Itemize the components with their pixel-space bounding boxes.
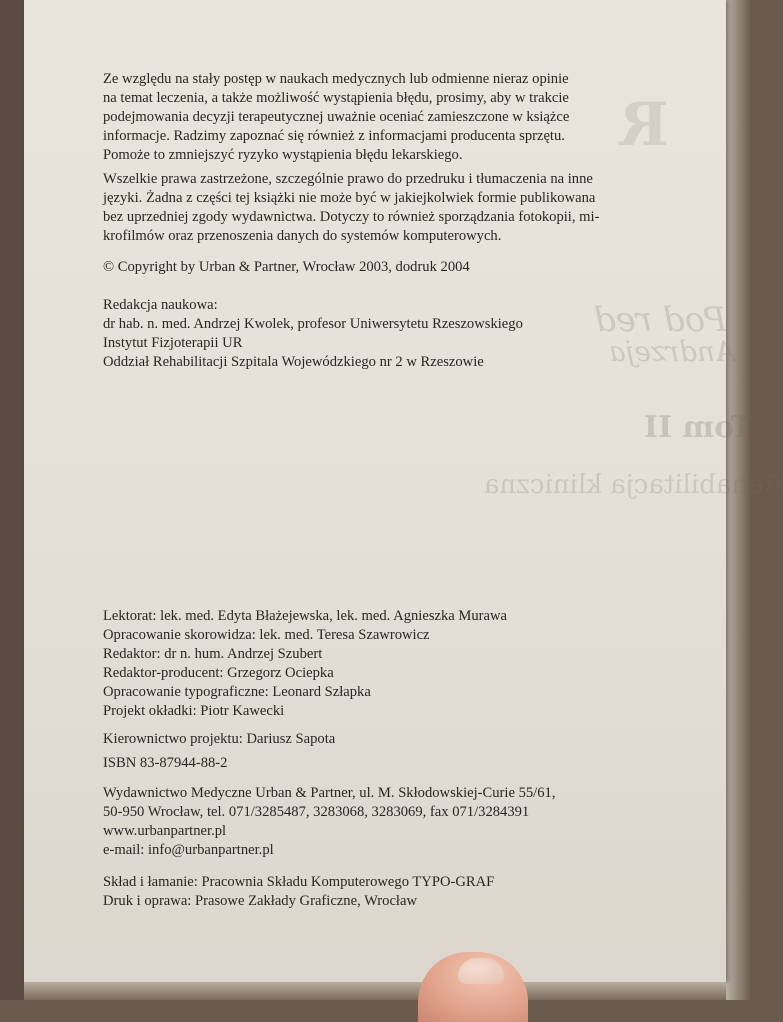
isbn-text: ISBN 83-87944-88-2 [103,755,228,771]
isbn-line [103,754,603,773]
editor-line: Redakcja naukowa: [103,297,218,313]
credit-line: Opracowanie typograficzne: Leonard Szłapka [103,684,371,700]
credit-line: Redaktor-producent: Grzegorz Ociepka [103,665,334,681]
project-manager-line [103,730,603,749]
printing-line: Druk i oprawa: Prasowe Zakłady Graficzne, Wrocław [103,893,418,909]
show-through-text: R [619,90,669,160]
rights-line: krofilmów oraz przenoszenia danych do systemów komputerowych. [103,228,502,244]
scientific-editor-block [103,296,603,372]
copyright-line [103,258,603,277]
publisher-line: 50-950 Wrocław, tel. 071/3285487, 3283068, 3283069, fax 071/3284391 [103,804,530,820]
credits-block [103,607,603,721]
rights-line: bez uprzedniej zgody wydawnictwa. Dotyczy to również sporządzania fotokopii, mi- [103,209,600,225]
medical-disclaimer [103,70,603,165]
show-through-text: Pod red [594,300,727,340]
credit-line: Lektorat: lek. med. Edyta Błażejewska, lek. med. Agnieszka Murawa [103,608,508,624]
show-through-text: Rehabilitacja kliniczna [484,470,783,500]
credit-line: Opracowanie skorowidza: lek. med. Teresa Szawrowicz [103,627,430,643]
publisher-block [103,784,603,860]
editor-line: Instytut Fizjoterapii UR [103,335,243,351]
show-through-text: Andrzeja [609,335,736,368]
publisher-line: Wydawnictwo Medyczne Urban & Partner, ul. M. Skłodowskiej-Curie 55/61, [103,785,556,801]
disclaimer-line: na temat leczenia, a także możliwość wystąpienia błędu, prosimy, aby w trakcie [103,90,569,106]
editor-line: dr hab. n. med. Andrzej Kwolek, profesor Uniwersytetu Rzeszowskiego [103,316,523,332]
disclaimer-line: informacje. Radzimy zapoznać się również z informacjami producenta sprzętu. [103,128,565,144]
rights-notice [103,170,603,246]
publisher-website: www.urbanpartner.pl [103,823,227,839]
rights-line: języki. Żadna z części tej książki nie może być w jakiejkolwiek formie publikowana [103,190,596,206]
credit-line: Redaktor: dr n. hum. Andrzej Szubert [103,646,323,662]
disclaimer-line: Pomoże to zmniejszyć ryzyko wystąpienia błędu lekarskiego. [103,147,463,163]
project-manager-text: Kierownictwo projektu: Dariusz Sapota [103,731,336,747]
editor-line: Oddział Rehabilitacji Szpitala Wojewódzkiego nr 2 w Rzeszowie [103,354,484,370]
show-through-text: Tom II [644,410,754,445]
typesetting-line: Skład i łamanie: Pracownia Składu Komputerowego TYPO-GRAF [103,874,495,890]
credit-line: Projekt okładki: Piotr Kawecki [103,703,285,719]
typesetting-block [103,873,603,911]
book-page-edges [724,0,750,1000]
disclaimer-line: podejmowania decyzji terapeutycznej uważnie oceniać zamieszczone w książce [103,109,570,125]
copyright-text: © Copyright by Urban & Partner, Wrocław 2003, dodruk 2004 [103,259,470,275]
rights-line: Wszelkie prawa zastrzeżone, szczególnie prawo do przedruku i tłumaczenia na inne [103,171,593,187]
disclaimer-line: Ze względu na stały postęp w naukach medycznych lub odmienne nieraz opinie [103,71,569,87]
thumb-nail [458,958,504,984]
publisher-email: e-mail: info@urbanpartner.pl [103,842,274,858]
page-bottom-edge [24,982,726,1000]
